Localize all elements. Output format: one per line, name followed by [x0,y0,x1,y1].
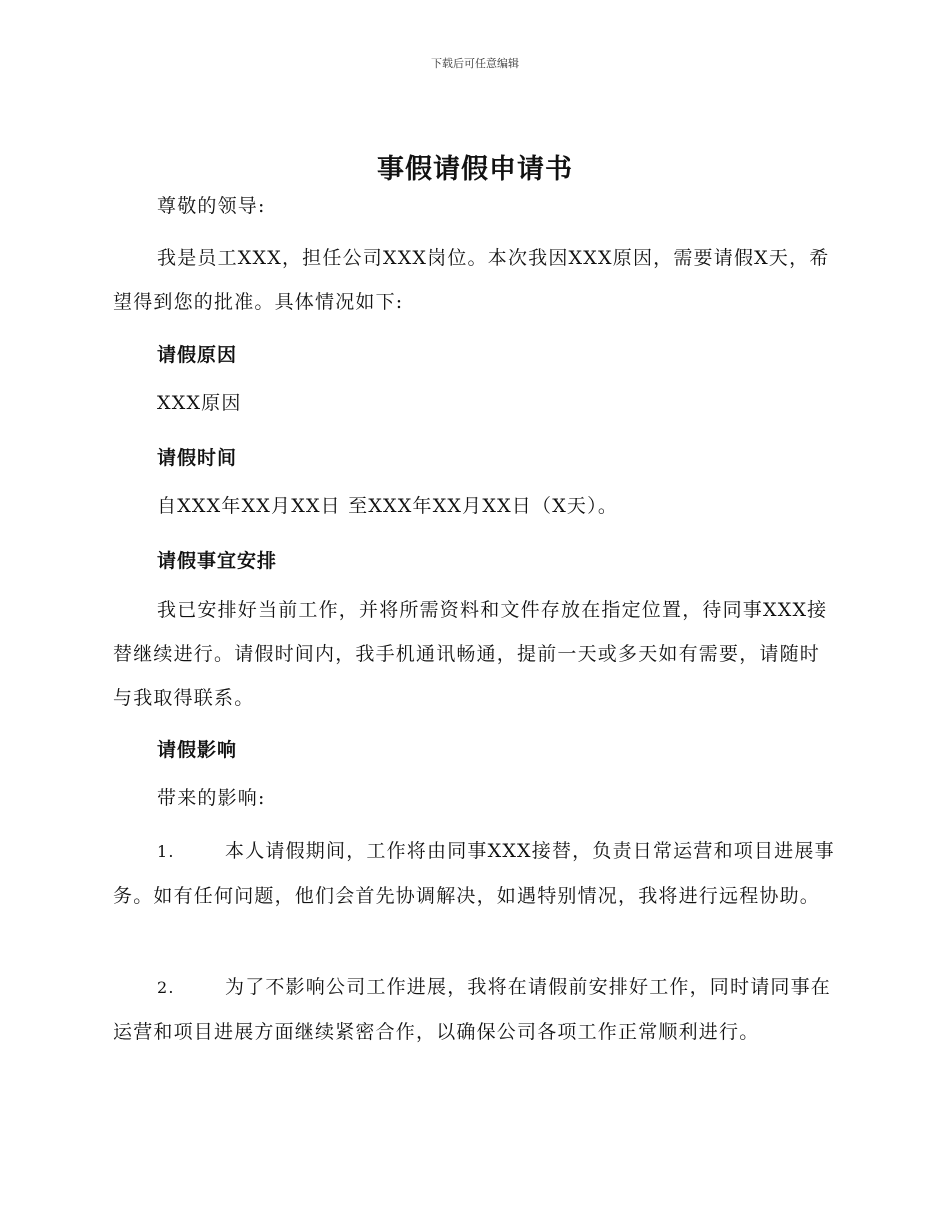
section-heading-impact: 请假影响 [157,739,238,761]
intro-paragraph: 我是员工XXX，担任公司XXX岗位。本次我因XXX原因，需要请假X天，希望得到您的批准。具体情况如下: [113,247,830,313]
header-note: 下载后可任意编辑 [431,57,519,70]
salutation: 尊敬的领导: [157,195,266,217]
impact-list-item [113,965,839,1054]
list-number: 1. [157,842,175,861]
section-text-time: 自XXX年XX月XX日 至XXX年XX月XX日（X天）。 [157,495,619,517]
list-text: 为了不影响公司工作进展，我将在请假前安排好工作，同时请同事在运营和项目进展方面继续紧密合作，以确保公司各项工作正常顺利进行。 [113,976,832,1043]
section-text-arrangement: 我已安排好当前工作，并将所需资料和文件存放在指定位置，待同事XXX接替继续进行。请假时间内，我手机通讯畅通，提前一天或多天如有需要，请随时与我取得联系。 [113,599,828,709]
section-heading-time: 请假时间 [157,447,238,469]
section-heading-reason: 请假原因 [157,344,238,366]
list-text: 本人请假期间，工作将由同事XXX接替，负责日常运营和项目进展事务。如有任何问题，他们会首先协调解决，如遇特别情况，我将进行远程协助。 [113,840,835,907]
list-number: 2. [157,978,175,997]
impact-list-item [113,829,839,918]
section-text-impact: 带来的影响: [157,787,266,809]
document-title: 事假请假申请书 [377,154,573,185]
section-text-reason: XXX原因 [157,392,242,414]
section-heading-arrangement: 请假事宜安排 [157,550,278,572]
